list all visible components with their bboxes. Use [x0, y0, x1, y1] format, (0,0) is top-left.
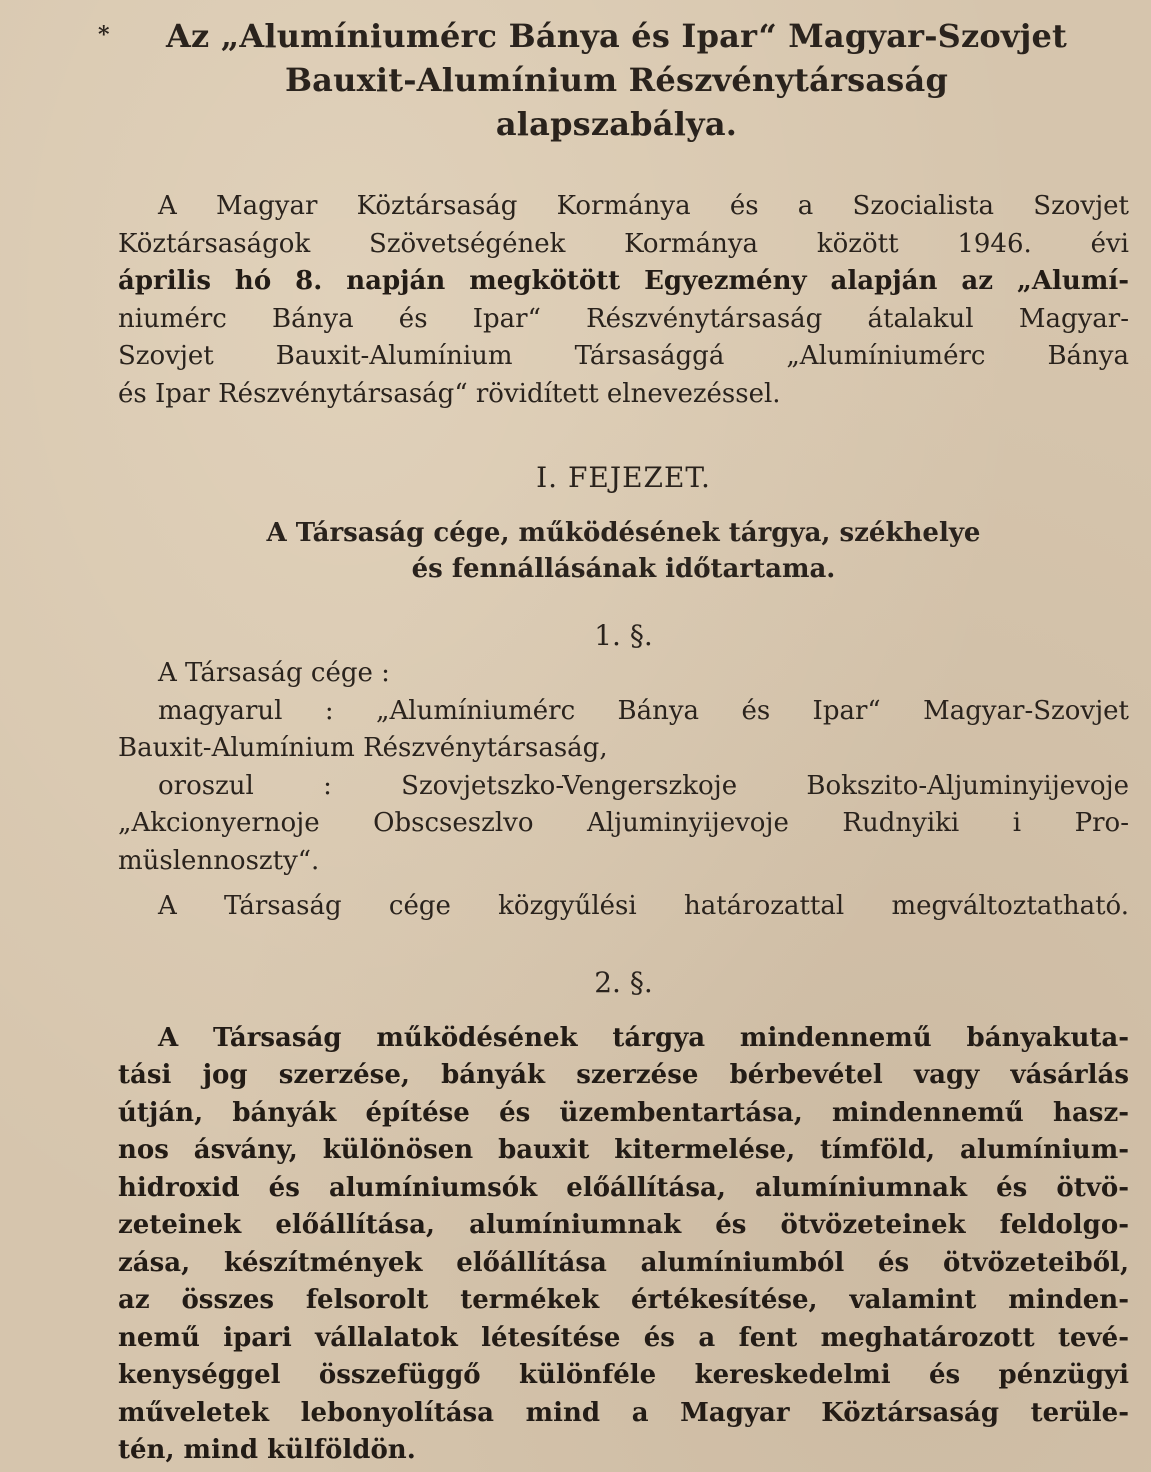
intro-line-3: április hó 8. napján megkötött Egyezmény alapján az „Alumí- [118, 266, 1129, 296]
section-2-line-6: zeteinek előállítása, alumíniumnak és ötvözeteinek feldolgo- [118, 1210, 1129, 1240]
section-2-body [118, 1020, 1129, 1470]
section-1-line-5: „Akcionyernoje Obscseszlvo Aljuminyijevoje Rudnyiki i Pro- [118, 808, 1129, 838]
intro-line-6: és Ipar Részvénytársaság“ rövidített elnevezéssel. [118, 378, 781, 409]
chapter-heading: I. FEJEZET. [536, 461, 711, 494]
section-1-line-1: A Társaság cége : [158, 658, 390, 688]
section-2-line-3: útján, bányák építése és üzembentartása, mindennemű hasz- [118, 1097, 1129, 1128]
title-line-3: alapszabálya. [495, 105, 738, 143]
section-1-heading: 1. §. [594, 619, 653, 652]
title-line-1: Az „Alumíniumérc Bánya és Ipar“ Magyar-Szovjet [165, 17, 1068, 55]
section-2-line-11: műveletek lebonyolítása mind a Magyar Köztársaság terüle- [118, 1397, 1129, 1428]
intro-line-5: Szovjet Bauxit-Alumínium Társasággá „Alumíniumérc Bánya [118, 341, 1129, 371]
section-2-heading: 2. §. [594, 965, 653, 999]
section-2-line-8: az összes felsorolt termékek értékesítése, valamint minden- [118, 1285, 1129, 1315]
section-2-line-1: A Társaság működésének tárgya mindennemű bányakuta- [158, 1022, 1129, 1053]
section-2-line-12: tén, mind külföldön. [118, 1435, 416, 1465]
chapter-subtitle-line-2: és fennállásának időtartama. [411, 554, 836, 584]
section-2-line-4: nos ásvány, különösen bauxit kitermelése, tímföld, alumínium- [118, 1135, 1129, 1165]
section-2-line-5: hidroxid és alumíniumsók előállítása, alumíniumnak és ötvö- [118, 1172, 1129, 1203]
chapter-subtitle [118, 515, 1129, 587]
section-1-closing: A Társaság cége közgyűlési határozattal megváltoztatható. [158, 891, 1129, 921]
title-asterisk: * [98, 22, 110, 48]
section-2-line-2: tási jog szerzése, bányák szerzése bérbevétel vagy vásárlás [118, 1060, 1129, 1090]
intro-paragraph [118, 188, 1129, 413]
section-2-line-10: kenységgel összefüggő különféle kereskedelmi és pénzügyi [118, 1360, 1129, 1390]
section-2-line-9: nemű ipari vállalatok létesítése és a fent meghatározott tevé- [118, 1322, 1129, 1353]
chapter-subtitle-line-1: A Társaság cége, működésének tárgya, székhelye [266, 518, 981, 548]
document-title [100, 14, 1133, 146]
title-line-2: Bauxit-Alumínium Részvénytársaság [284, 61, 949, 99]
intro-line-4: niumérc Bánya és Ipar“ Részvénytársaság átalakul Magyar- [118, 303, 1129, 334]
intro-line-1: A Magyar Köztársaság Kormánya és a Szocialista Szovjet [158, 191, 1129, 221]
section-1-line-4: oroszul : Szovjetszko-Vengerszkoje Bokszito-Aljuminyijevoje [158, 770, 1129, 801]
section-1-body [118, 655, 1129, 926]
section-1-line-2: magyarul : „Alumíniumérc Bánya és Ipar“ Magyar-Szovjet [158, 695, 1129, 726]
section-2-line-7: zása, készítmények előállítása alumíniumból és ötvözeteiből, [118, 1247, 1129, 1278]
section-1-line-6: müslennoszty“. [118, 845, 320, 876]
section-1-line-3: Bauxit-Alumínium Részvénytársaság, [118, 733, 608, 763]
intro-line-2: Köztársaságok Szövetségének Kormánya között 1946. évi [118, 228, 1129, 259]
